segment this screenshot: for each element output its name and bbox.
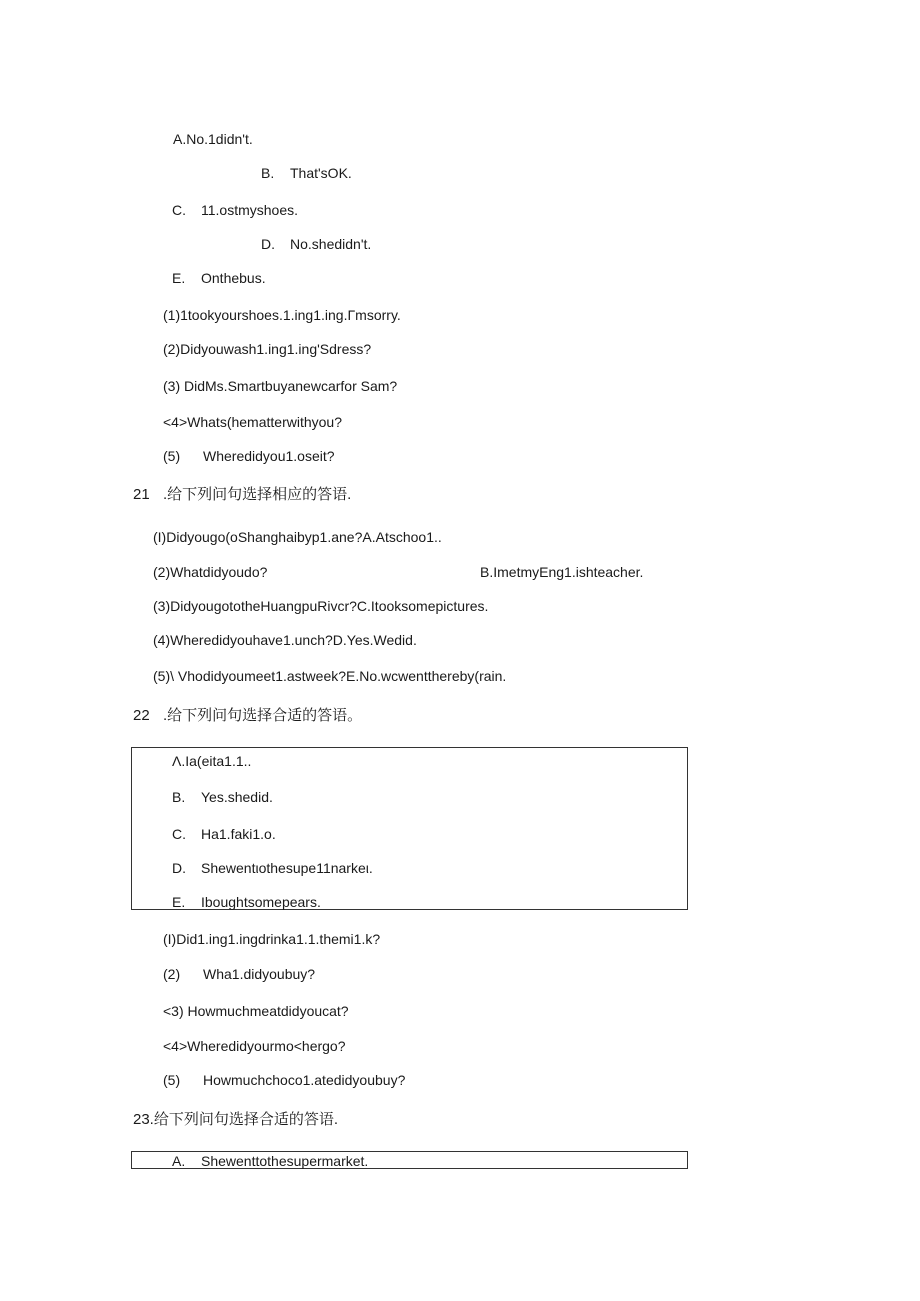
option-text: No.1didn't. <box>186 131 253 147</box>
question-4 <box>163 413 342 431</box>
question-label: (2) <box>163 341 181 357</box>
question-text: 1tookyourshoes.1.ing1.ing.Γmsorry. <box>180 307 401 323</box>
question-text: Howmuchchoco1.atedidyoubuy? <box>203 1072 406 1088</box>
matching-row-1 <box>153 528 442 546</box>
row-label: (5) <box>153 668 171 684</box>
question-4 <box>163 1037 346 1055</box>
question-2 <box>163 965 315 983</box>
question-text: Wheredidyou1.oseit? <box>203 448 335 464</box>
section-23-heading <box>133 1111 338 1129</box>
question-text: Wha1.didyoubuy? <box>203 966 316 982</box>
box-option-a <box>172 1152 368 1170</box>
section-instruction: .给下列问句选择合适的答语。 <box>163 707 363 724</box>
option-a <box>173 130 253 148</box>
option-label: D. <box>172 860 186 876</box>
matching-row-4 <box>153 631 417 649</box>
box-option-e <box>172 893 321 911</box>
section-instruction: 23.给下列问句选择合适的答语. <box>133 1111 339 1128</box>
box-option-c <box>172 825 276 843</box>
box-option-b <box>172 788 273 806</box>
question-text: DidMs.Smartbuyanewcarfor Sam? <box>184 378 398 394</box>
question-text: Howmuchmeatdidyoucat? <box>187 1003 349 1019</box>
row-label: (2) <box>153 564 171 580</box>
section-instruction: .给下列问句选择相应的答语. <box>163 486 352 503</box>
option-text: Shewentιothesupe11narkeι. <box>201 860 373 876</box>
question-2 <box>163 340 371 358</box>
option-label: E. <box>172 270 186 286</box>
row-label: (3) <box>153 598 171 614</box>
question-label: (5) <box>163 448 181 464</box>
question-label: (3) <box>163 378 181 394</box>
question-label: <3) <box>163 1003 184 1019</box>
question-text: Didyouwash1.ing1.ing'Sdress? <box>180 341 372 357</box>
question-3 <box>163 1002 349 1020</box>
option-text: That'sOK. <box>290 165 352 181</box>
option-label: C. <box>172 202 186 218</box>
option-label: A. <box>172 1153 186 1169</box>
matching-row-5 <box>153 667 506 685</box>
matching-row-3 <box>153 597 488 615</box>
question-5 <box>163 447 335 465</box>
question-label: (2) <box>163 966 181 982</box>
question-text: Did1.ing1.ingdrinka1.1.themi1.k? <box>176 931 381 947</box>
section-21-heading <box>133 486 351 504</box>
box-option-d <box>172 859 373 877</box>
option-label: B. <box>172 789 186 805</box>
option-text: Ia(eita1.1.. <box>185 753 252 769</box>
matching-answer-b <box>480 563 643 581</box>
option-label: E. <box>172 894 186 910</box>
option-text: Shewenttothesupermarket. <box>201 1153 369 1169</box>
row-label: (4) <box>153 632 171 648</box>
option-c <box>172 201 298 219</box>
row-text: Wheredidyouhave1.unch?D.Yes.Wedid. <box>170 632 417 648</box>
section-number: 22 <box>133 707 150 724</box>
option-text: Ha1.faki1.o. <box>201 826 276 842</box>
question-label: <4> <box>163 1038 188 1054</box>
row-text: DidyougototheHuangpuRivcr?C.Itooksomepictures. <box>170 598 489 614</box>
option-label: A. <box>173 131 187 147</box>
question-1 <box>163 930 380 948</box>
answer-text: B.ImetmyEng1.ishteacher. <box>480 564 644 580</box>
question-text: Wheredidyourmo<hergo? <box>187 1038 346 1054</box>
option-label: Λ. <box>172 753 186 769</box>
option-label: C. <box>172 826 186 842</box>
section-number: 21 <box>133 486 150 503</box>
box-option-a <box>172 752 251 770</box>
option-text: No.shedidn't. <box>290 236 372 252</box>
row-text: \ Vhodidyoumeet1.astweek?E.No.wcwentthereby(rain. <box>170 668 507 684</box>
question-3 <box>163 377 397 395</box>
option-text: Iboughtsomepears. <box>201 894 321 910</box>
option-b <box>261 164 352 182</box>
matching-row-2 <box>153 563 267 581</box>
question-label: (1) <box>163 307 181 323</box>
row-label: (I) <box>153 529 167 545</box>
option-label: B. <box>261 165 275 181</box>
option-d <box>261 235 371 253</box>
option-e <box>172 269 266 287</box>
row-text: Didyougo(oShanghaibyp1.ane?A.Atschoo1.. <box>166 529 442 545</box>
question-5 <box>163 1071 405 1089</box>
row-text: Whatdidyoudo? <box>170 564 268 580</box>
option-text: Onthebus. <box>201 270 266 286</box>
option-text: Yes.shedid. <box>201 789 273 805</box>
option-label: D. <box>261 236 275 252</box>
question-text: Whats(hematterwithyou? <box>187 414 342 430</box>
question-1 <box>163 306 401 324</box>
question-label: <4> <box>163 414 188 430</box>
section-22-heading <box>133 707 362 725</box>
option-text: 11.ostmyshoes. <box>201 202 299 218</box>
question-label: (I) <box>163 931 177 947</box>
question-label: (5) <box>163 1072 181 1088</box>
